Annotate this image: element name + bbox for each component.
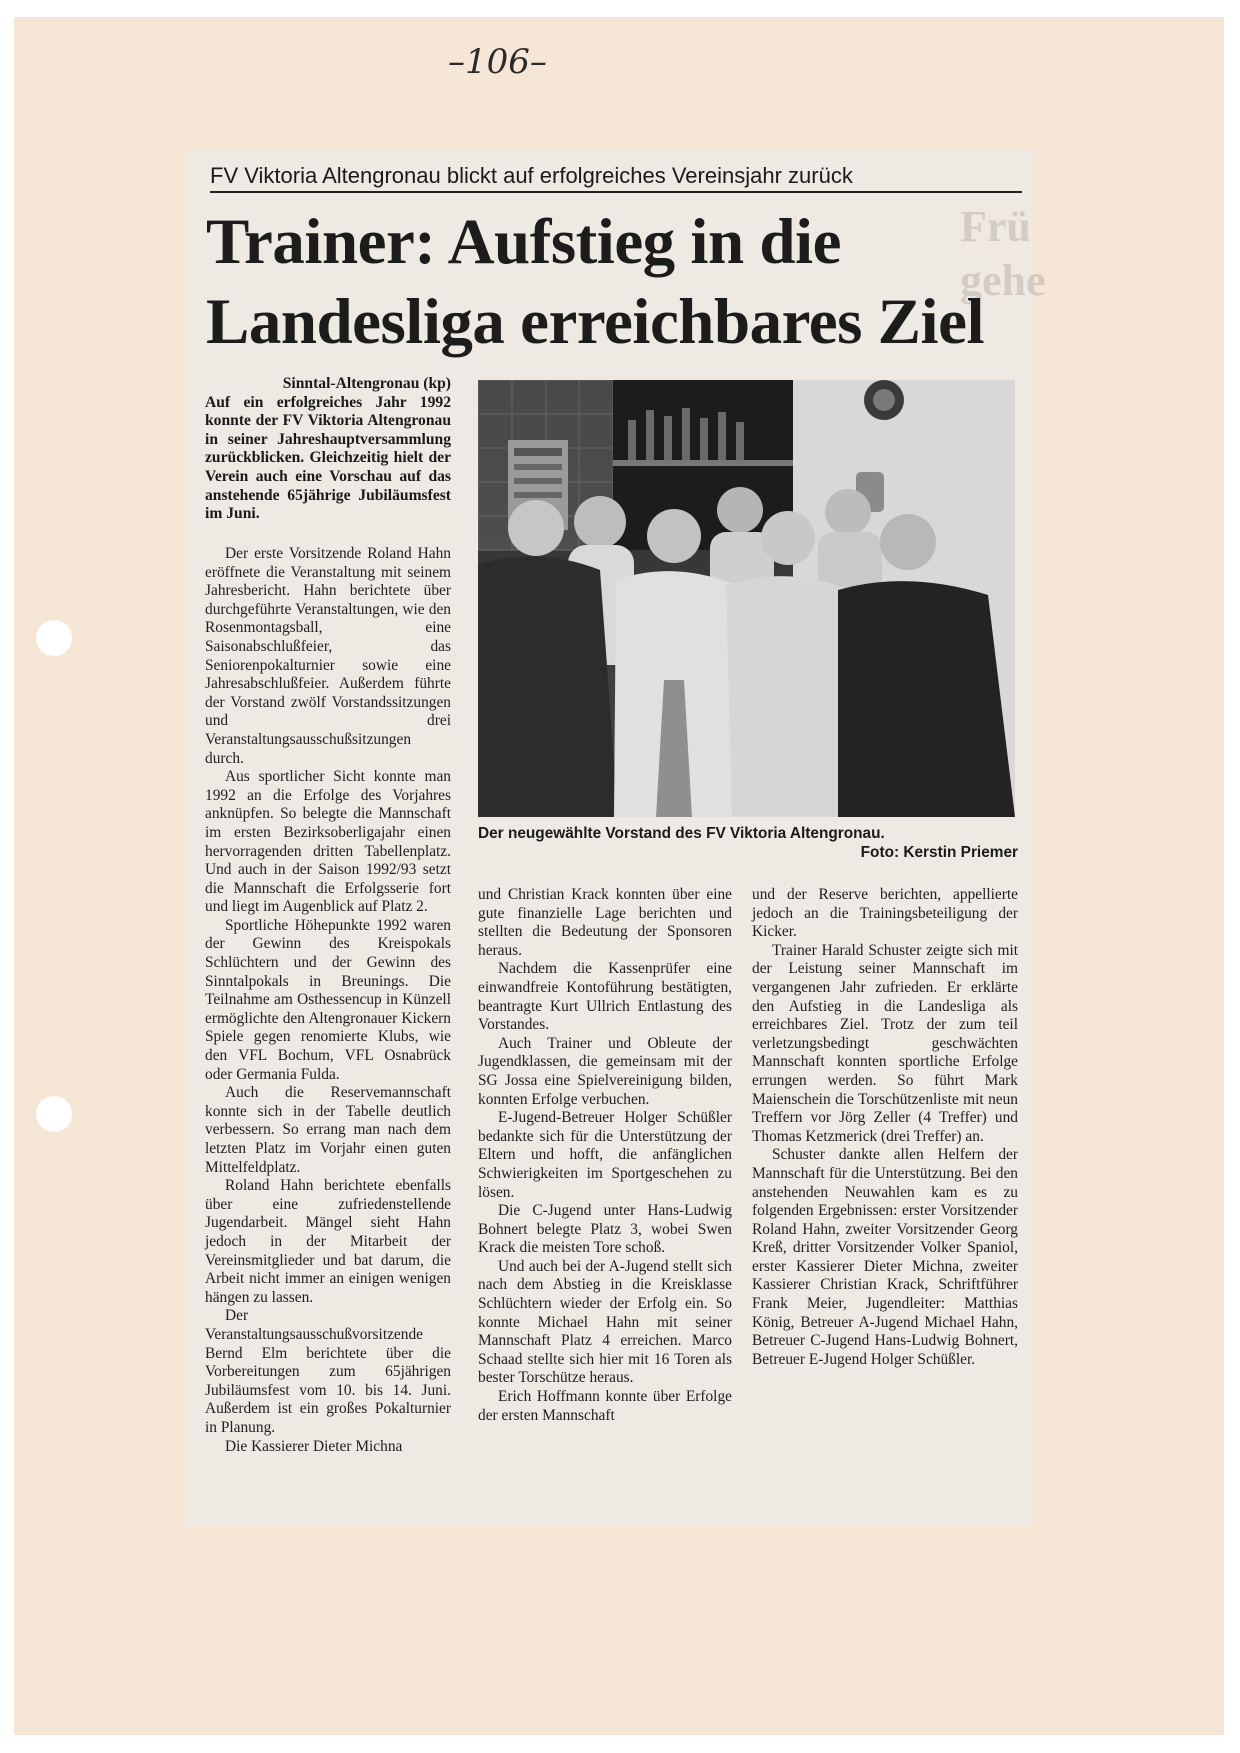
handwritten-page-number: –106–: [448, 42, 547, 82]
photo-credit: Foto: Kerstin Priemer: [860, 844, 1018, 861]
headline-line-1: Trainer: Aufstieg in die: [206, 206, 841, 278]
paragraph: Erich Hoffmann konnte über Erfolge der ersten Mannschaft: [478, 1388, 732, 1424]
photo-illustration: [478, 380, 1015, 817]
paragraph: E-Jugend-Betreuer Holger Schüßler bedankte sich für die Unterstützung der Eltern und hofft, die anfänglichen Schwierigkeiten im Sportgeschehen zu lösen.: [478, 1109, 732, 1201]
paragraph: Auch die Reservemannschaft konnte sich in der Tabelle deutlich verbessern. So errang man nach dem letzten Platz im Vorjahr einen guten Mittelfeldplatz.: [205, 1084, 451, 1176]
article-kicker: FV Viktoria Altengronau blickt auf erfolgreiches Vereinsjahr zurück: [210, 163, 1022, 193]
article-headline: [206, 202, 1026, 362]
paragraph: Die C-Jugend unter Hans-Ludwig Bohnert belegte Platz 3, wobei Swen Krack die meisten Tore schoß.: [478, 1202, 732, 1257]
paragraph: Der Veranstaltungsausschußvorsitzende Bernd Elm berichtete über die Vorbereitungen zum 65jährigen Jubiläumsfest vom 10. bis 14. Juni. Außerdem ist ein großes Pokalturnier in Planung.: [205, 1307, 451, 1436]
article-lead: [205, 375, 451, 524]
paragraph: und Christian Krack konnten über eine gute finanzielle Lage berichten und stellten die Bedeutung der Sponsoren heraus.: [478, 886, 732, 959]
team-photo: [478, 380, 1015, 817]
show-through-text: Frü gehe: [960, 202, 1046, 305]
paragraph: Nachdem die Kassenprüfer eine einwandfreie Kontoführung bestätigten, beantragte Kurt Ullrich Entlastung des Vorstandes.: [478, 960, 732, 1034]
paragraph: Aus sportlicher Sicht konnte man 1992 an die Erfolge des Vorjahres anknüpfen. So belegte die Mannschaft im ersten Bezirksoberligajahr einen hervorragenden dritten Tabellenplatz. Und auch in der Saison 1992/93 setzt die Mannschaft die Erfolgsserie fort und liegt im Augenblick auf Platz 2.: [205, 768, 451, 916]
paragraph: Roland Hahn berichtete ebenfalls über eine zufriedenstellende Jugendarbeit. Mängel sieht Hahn jedoch in der Mitarbeit der Vereinsmitglieder und bat darum, die Arbeit nicht immer an einigen wenigen hängen zu lassen.: [205, 1177, 451, 1306]
lead-text: Auf ein erfolgreiches Jahr 1992 konnte der FV Viktoria Altengronau in seiner Jahreshauptversammlung zurückblicken. Gleichzeitig hielt der Verein auch eine Vorschau auf das anstehende 65jährige Jubiläumsfest im Juni.: [205, 393, 451, 523]
paragraph: Schuster dankte allen Helfern der Mannschaft für die Unterstützung. Bei den anstehenden Neuwahlen kam es zu folgenden Ergebnissen: erster Vorsitzender Roland Hahn, zweiter Vorsitzender Georg Kreß, dritter Vorsitzender Volker Spaniol, erster Kassierer Dieter Michna, zweiter Kassierer Christian Krack, Schriftführer Frank Meier, Jugendleiter: Matthias König, Betreuer A-Jugend Michael Hahn, Betreuer C-Jugend Hans-Ludwig Bohnert, Betreuer E-Jugend Holger Schüßler.: [752, 1146, 1018, 1368]
caption-text: Der neugewählte Vorstand des FV Viktoria Altengronau.: [478, 825, 885, 842]
photo-caption: [478, 824, 1018, 862]
punch-hole: [36, 620, 72, 656]
paragraph: Der erste Vorsitzende Roland Hahn eröffnete die Veranstaltung mit seinem Jahresbericht. Hahn berichtete über durchgeführte Veranstaltungen, wie den Rosenmontagsball, eine Saisonabschlußfeier, das Seniorenpokalturnier sowie eine Jahresabschlußfeier. Außerdem führte der Vorstand zwölf Vorstandssitzungen und drei Veranstaltungsausschußsitzungen durch.: [205, 545, 451, 767]
paragraph: Die Kassierer Dieter Michna: [225, 1437, 403, 1455]
paragraph: Und auch bei der A-Jugend stellt sich nach dem Abstieg in die Kreisklasse Schlüchtern wieder der Erfolg ein. So konnte Michael Hahn mit seiner Mannschaft Platz 4 erreichen. Marco Schaad stellte sich hier mit 16 Toren als bester Torschütze heraus.: [478, 1257, 732, 1387]
headline-line-2: Landesliga erreichbares Ziel: [206, 286, 984, 358]
dateline: Sinntal-Altengronau (kp): [282, 375, 451, 392]
paragraph: Trainer Harald Schuster zeigte sich mit der Leistung seiner Mannschaft im vergangenen Jahr zufrieden. Er erklärte den Aufstieg in die Landesliga als erreichbares Ziel. Trotz der zum teil verletzungsbedingt geschwächten Mannschaft konnten sportliche Erfolge errungen werden. So führt Mark Maienschein die Torschützenliste mit neun Treffern vor Jörg Zeller (4 Treffer) und Thomas Ketzmerick (drei Treffer) an.: [752, 941, 1018, 1145]
article-column-3: [752, 886, 1018, 1369]
paragraph: Auch Trainer und Obleute der Jugendklassen, die gemeinsam mit der SG Jossa eine Spielvereinigung bilden, konnten Erfolge verbuchen.: [478, 1034, 732, 1108]
article-column-2: [478, 886, 732, 1425]
paragraph: Sportliche Höhepunkte 1992 waren der Gewinn des Kreispokals Schlüchtern und der Gewinn des Sinntalpokals in Breunings. Die Teilnahme am Osthessencup in Künzell ermöglichte den Altengronauer Kickern Spiele gegen renomierte Klubs, wie den VFL Bochum, VFL Osnabrück oder Germania Fulda.: [205, 916, 451, 1083]
punch-hole: [36, 1096, 72, 1132]
paragraph: und der Reserve berichten, appellierte jedoch an die Trainingsbeteiligung der Kicker.: [752, 886, 1018, 941]
article-column-1: [205, 545, 451, 1456]
